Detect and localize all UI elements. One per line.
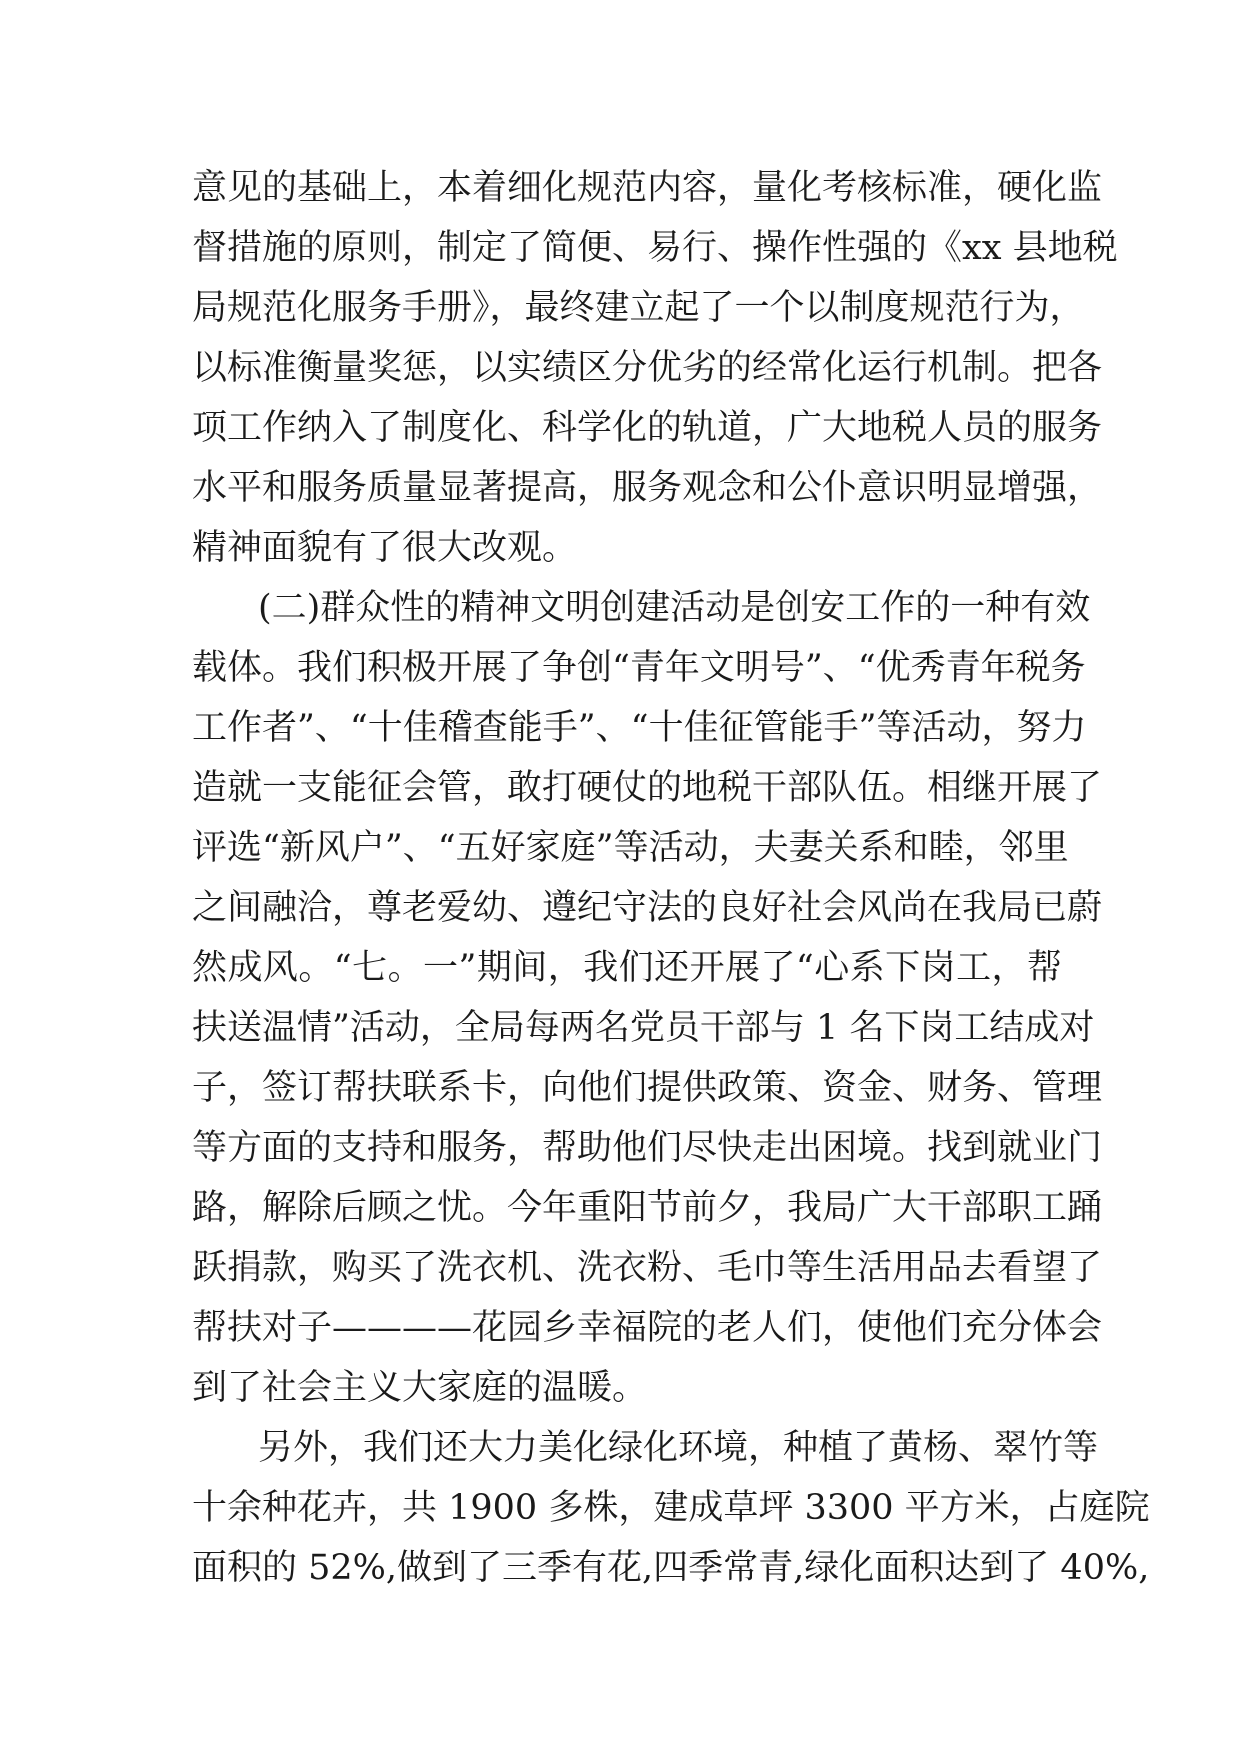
- text-line: 之间融洽，尊老爱幼、遵纪守法的良好社会风尚在我局已蔚: [192, 888, 1103, 928]
- text-line: 精神面貌有了很大改观。: [192, 528, 578, 568]
- text-line: 十余种花卉，共 1900 多株，建成草坪 3300 平方米，占庭院: [192, 1488, 1150, 1528]
- text-line: 局规范化服务手册》，最终建立起了一个以制度规范行为，: [192, 288, 1085, 328]
- text-line: 扶送温情”活动，全局每两名党员干部与 1 名下岗工结成对: [192, 1008, 1095, 1048]
- text-line: 督措施的原则，制定了简便、易行、操作性强的《xx 县地税: [192, 228, 1118, 268]
- text-line: 帮扶对子————花园乡幸福院的老人们，使他们充分体会: [192, 1308, 1103, 1348]
- text-line: 路，解除后顾之忧。今年重阳节前夕，我局广大干部职工踊: [192, 1188, 1103, 1228]
- text-line: 到了社会主义大家庭的温暖。: [192, 1368, 648, 1408]
- document-body: [192, 158, 1150, 1598]
- text-line: 意见的基础上，本着细化规范内容，量化考核标准，硬化监: [192, 168, 1103, 208]
- text-line: 跃捐款，购买了洗衣机、洗衣粉、毛巾等生活用品去看望了: [192, 1248, 1103, 1288]
- text-line: 工作者”、“十佳稽查能手”、“十佳征管能手”等活动，努力: [192, 708, 1087, 748]
- text-line: 等方面的支持和服务，帮助他们尽快走出困境。找到就业门: [192, 1128, 1103, 1168]
- text-line: 然成风。“七。一”期间，我们还开展了“心系下岗工，帮: [192, 948, 1062, 988]
- text-line: 子，签订帮扶联系卡，向他们提供政策、资金、财务、管理: [192, 1068, 1103, 1108]
- text-line: 造就一支能征会管，敢打硬仗的地税干部队伍。相继开展了: [192, 768, 1103, 808]
- paragraph-start-line: 另外，我们还大力美化绿化环境，种植了黄杨、翠竹等: [258, 1428, 1099, 1468]
- text-line: 面积的 52%,做到了三季有花,四季常青,绿化面积达到了 40%,: [192, 1548, 1150, 1588]
- text-line: 以标准衡量奖惩，以实绩区分优劣的经常化运行机制。把各: [192, 348, 1103, 388]
- text-line: 评选“新风户”、“五好家庭”等活动，夫妻关系和睦，邻里: [192, 828, 1069, 868]
- text-line: 项工作纳入了制度化、科学化的轨道，广大地税人员的服务: [192, 408, 1103, 448]
- text-line: 水平和服务质量显著提高，服务观念和公仆意识明显增强，: [192, 468, 1103, 508]
- text-line: 载体。我们积极开展了争创“青年文明号”、“优秀青年税务: [192, 648, 1086, 688]
- paragraph-start-line: (二)群众性的精神文明创建活动是创安工作的一种有效: [258, 588, 1091, 628]
